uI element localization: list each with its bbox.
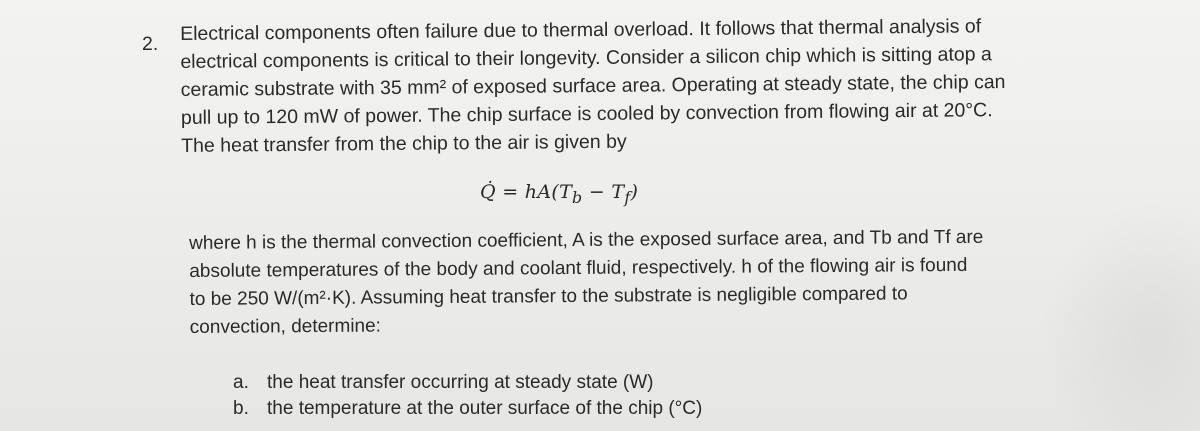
equation-body: hA(T bbox=[524, 181, 573, 203]
list-marker: b. bbox=[233, 398, 249, 419]
list-item bbox=[233, 370, 702, 396]
equation-minus: − T bbox=[582, 181, 625, 203]
explanation-line: convection, determine: bbox=[189, 315, 382, 338]
intro-line: The heat transfer from the chip to the air is given by bbox=[181, 130, 627, 157]
intro-line: Electrical components often failure due to thermal overload. It follows that thermal analysis of bbox=[180, 15, 982, 45]
list-item-text: the temperature at the outer surface of the chip (°C) bbox=[267, 398, 703, 419]
intro-paragraph bbox=[180, 11, 1081, 160]
equation-subscript-b: b bbox=[572, 187, 583, 207]
intro-line: pull up to 120 mW of power. The chip surface is cooled by convection from flowing air at 20°C. bbox=[180, 99, 993, 129]
explanation-line: where h is the thermal convection coefficient, A is the exposed surface area, and Tb and Tf are bbox=[189, 226, 984, 254]
list-item bbox=[233, 396, 702, 422]
intro-line: ceramic substrate with 35 mm² of exposed surface area. Operating at steady state, the chip can bbox=[180, 71, 1006, 101]
equation-equals: = bbox=[495, 181, 525, 203]
explanation-line: to be 250 W/(m²·K). Assuming heat transfer to the substrate is negligible compared to bbox=[189, 283, 908, 310]
explanation-paragraph bbox=[189, 223, 1070, 342]
equation-close: ) bbox=[630, 181, 639, 203]
equation-subscript-f: f bbox=[624, 187, 631, 207]
problem-number: 2. bbox=[142, 33, 159, 55]
intro-line: electrical components is critical to their longevity. Consider a silicon chip which is sitting atop a bbox=[180, 43, 992, 73]
list-item-text: the heat transfer occurring at steady state (W) bbox=[267, 372, 654, 393]
list-marker: a. bbox=[233, 372, 249, 393]
heat-transfer-equation bbox=[480, 181, 638, 207]
equation-lhs: Q̇ bbox=[480, 181, 496, 203]
explanation-line: absolute temperatures of the body and coolant fluid, respectively. h of the flowing air is found bbox=[189, 254, 968, 282]
task-list bbox=[233, 370, 702, 422]
